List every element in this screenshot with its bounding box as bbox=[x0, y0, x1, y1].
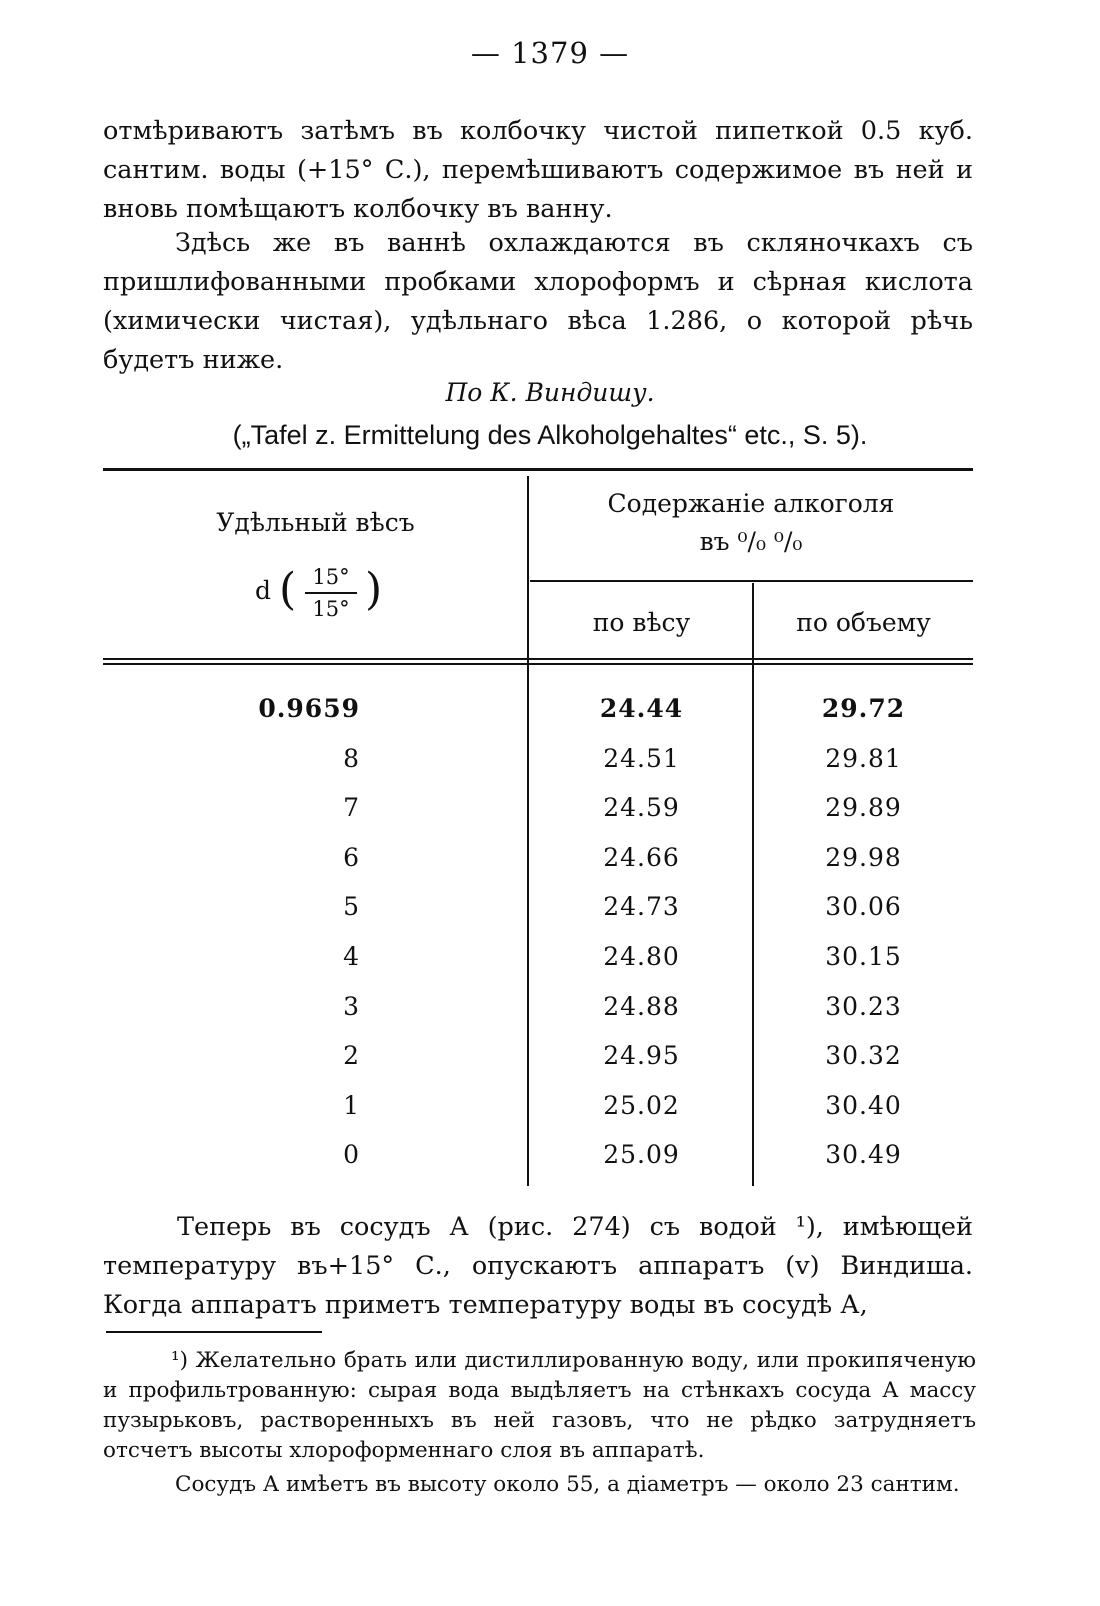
table-cell-by-volume: 30.49 bbox=[825, 1140, 902, 1169]
table-cell-by-weight: 24.73 bbox=[603, 892, 680, 921]
footnote-2: Сосудъ А имѣетъ въ высоту около 55, а діаметръ — около 23 сантим. bbox=[175, 1472, 960, 1497]
table-cell-by-weight: 24.44 bbox=[599, 694, 684, 723]
page-number: — 1379 — bbox=[470, 36, 630, 70]
source-citation: („Tafel z. Ermittelung des Alkoholgehaltes“ etc., S. 5). bbox=[232, 420, 868, 450]
formula-paren-right: ) bbox=[365, 564, 383, 615]
footnote-1: ¹) Желательно брать или дистиллированную воду, или прокипяченую и профильтрованную: сырая вода выдѣляетъ на стѣнкахъ сосуда А массу пузырьковъ, растворенныхъ въ ней газовъ, что не рѣдко затрудняетъ отсчетъ высоты хлороформеннаго слоя въ аппаратѣ. bbox=[103, 1348, 976, 1463]
table-cell-specific-gravity: 4 bbox=[343, 942, 360, 971]
table-cell-specific-gravity: 8 bbox=[343, 744, 360, 773]
source-author: По К. Виндишу. bbox=[445, 378, 655, 407]
formula-fraction bbox=[301, 562, 361, 624]
table-header-rule-b bbox=[103, 663, 973, 665]
table-header-inner-rule bbox=[530, 580, 973, 582]
table-cell-by-volume: 29.89 bbox=[825, 793, 902, 822]
paragraph-1: отмѣриваютъ затѣмъ въ колбочку чистой пипеткой 0.5 куб. сантим. воды (+15° С.), перемѣшиваютъ содержимое въ ней и вновь помѣщаютъ колбочку въ ванну. bbox=[103, 116, 973, 224]
table-cell-by-weight: 24.95 bbox=[603, 1041, 680, 1070]
table-cell-by-weight: 25.09 bbox=[603, 1140, 680, 1169]
formula-denominator: 15° bbox=[312, 596, 350, 621]
table-cell-by-volume: 30.32 bbox=[825, 1041, 902, 1070]
table-cell-by-volume: 29.98 bbox=[825, 843, 902, 872]
paragraph-2: Здѣсь же въ ваннѣ охлаждаются въ скляночкахъ съ пришлифованными пробками хлороформъ и сѣрная кислота (химически чистая), удѣльнаго вѣса 1.286, о которой рѣчь будетъ ниже. bbox=[103, 228, 973, 375]
table-cell-by-volume: 30.40 bbox=[825, 1091, 902, 1120]
table-cell-by-weight: 24.66 bbox=[603, 843, 680, 872]
header-by-volume: по объему bbox=[796, 608, 931, 637]
table-vertical-rule-1 bbox=[527, 476, 529, 1186]
formula-paren-left: ( bbox=[279, 564, 297, 615]
formula-d: d bbox=[255, 576, 272, 605]
footnote-separator bbox=[106, 1331, 322, 1333]
table-cell-specific-gravity: 0.9659 bbox=[258, 694, 360, 723]
table-cell-specific-gravity: 1 bbox=[343, 1091, 360, 1120]
table-cell-by-weight: 25.02 bbox=[603, 1091, 680, 1120]
formula-numerator: 15° bbox=[312, 565, 350, 589]
table-cell-by-volume: 30.15 bbox=[825, 942, 902, 971]
header-specific-gravity: Удѣльный вѣсъ bbox=[216, 508, 415, 537]
table-cell-by-weight: 24.88 bbox=[603, 992, 680, 1021]
table-cell-specific-gravity: 0 bbox=[343, 1140, 360, 1169]
table-cell-specific-gravity: 5 bbox=[343, 892, 360, 921]
table-cell-by-volume: 29.81 bbox=[825, 744, 902, 773]
header-alcohol-line2: въ ⁰/₀ ⁰/₀ bbox=[699, 527, 803, 556]
table-cell-by-volume: 30.06 bbox=[825, 892, 902, 921]
table-cell-specific-gravity: 2 bbox=[343, 1041, 360, 1070]
header-alcohol-content bbox=[530, 485, 972, 561]
table-header-rule-a bbox=[103, 658, 973, 660]
table-top-rule bbox=[103, 468, 973, 471]
table-cell-specific-gravity: 6 bbox=[343, 843, 360, 872]
header-alcohol-line1: Содержаніе алкоголя bbox=[607, 489, 895, 518]
table-cell-by-weight: 24.80 bbox=[603, 942, 680, 971]
paragraph-3: Теперь въ сосудъ А (рис. 274) съ водой ¹), имѣющей температуру въ+15° С., опускаютъ аппаратъ (v) Виндиша. Когда аппаратъ приметъ температуру воды въ сосудѣ А, bbox=[103, 1212, 973, 1320]
table-cell-by-volume: 30.23 bbox=[825, 992, 902, 1021]
header-by-weight: по вѣсу bbox=[592, 608, 691, 637]
table-cell-by-weight: 24.51 bbox=[603, 744, 680, 773]
table-cell-by-volume: 29.72 bbox=[821, 694, 906, 723]
table-cell-specific-gravity: 7 bbox=[343, 793, 360, 822]
table-cell-by-weight: 24.59 bbox=[603, 793, 680, 822]
table-cell-specific-gravity: 3 bbox=[343, 992, 360, 1021]
